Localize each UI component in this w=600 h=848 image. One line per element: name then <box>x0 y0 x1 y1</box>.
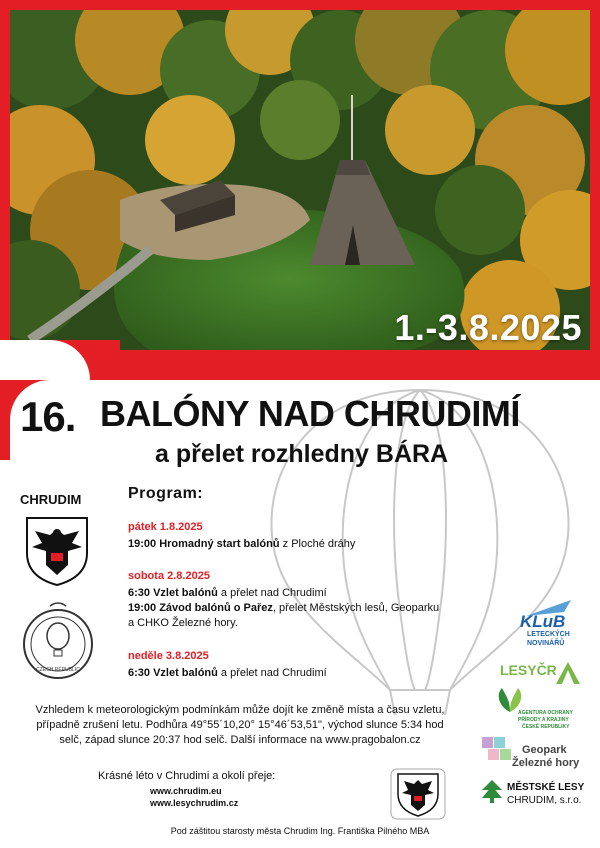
note-line-2: případně zrušení letu. Podhůra 49°55´10,20° 15°46´53,51", východ slunce 5:34 hod <box>36 719 444 731</box>
klub-line-1: LETECKÝCH <box>527 631 570 638</box>
day-2-item-1-bold: 6:30 Vzlet balónů <box>128 587 218 599</box>
day-2-item-3 <box>128 617 238 629</box>
day-2-item-2 <box>128 602 439 614</box>
aopk-line-1: AGENTURA OCHRANY <box>518 710 573 716</box>
aopk-line-3: ČESKÉ REPUBLIKY <box>522 724 570 730</box>
aerial-photo <box>10 10 590 350</box>
lesy-cr-logo: LESYČR <box>500 662 557 678</box>
edition-number: 16. <box>20 393 76 440</box>
patronage-line: Pod záštitou starosty města Chrudim Ing. Františka Pilného MBA <box>170 826 430 836</box>
day-3-item-1-bold: 6:30 Vzlet balónů <box>128 667 218 679</box>
day-2-item-1-rest: a přelet nad Chrudimí <box>217 587 327 599</box>
geopark-line-1: Geopark <box>522 744 567 756</box>
day-1-item-1 <box>128 538 355 550</box>
mestske-lesy-tree-icon <box>480 778 504 804</box>
day-2-label: sobota 2.8.2025 <box>128 570 210 582</box>
red-border-right <box>590 10 600 380</box>
red-band <box>60 350 600 380</box>
balloon-seal-logo <box>20 602 96 682</box>
day-3-item-1-rest: a přelet nad Chrudimí <box>217 667 327 679</box>
chrudim-emblem-small-icon <box>390 768 446 820</box>
day-1-item-1-bold: 19:00 Hromadný start balónů <box>128 538 280 550</box>
klub-logo: KLuB <box>520 612 566 631</box>
note-line-1: Vzhledem k meteorologickým podmínkám může dojít ke změně místa a času vzletu, <box>35 704 445 716</box>
day-2-item-2-rest: , přelet Městských lesů, Geoparku <box>272 602 440 614</box>
lesy-tree-icon <box>554 660 582 686</box>
red-border-left <box>0 10 10 350</box>
day-2-item-2-bold: 19:00 Závod balónů o Pařez <box>128 602 273 614</box>
weather-note <box>20 703 460 748</box>
greeting: Krásné léto v Chrudimi a okolí přeje: <box>98 770 276 782</box>
event-title: BALÓNY NAD CHRUDIMÍ <box>100 393 520 434</box>
day-2-item-3-rest: a CHKO Železné hory. <box>128 617 238 629</box>
link-lesy[interactable]: www.lesychrudim.cz <box>150 798 239 808</box>
geopark-line-2: Železné hory <box>512 757 580 769</box>
event-dates: 1.-3.8.2025 <box>394 307 582 348</box>
day-2-item-1 <box>128 587 327 599</box>
link-chrudim[interactable]: www.chrudim.eu <box>150 786 222 796</box>
mestske-lesy-line-1: MĚSTSKÉ LESY <box>507 782 585 793</box>
day-1-item-1-rest: z Ploché dráhy <box>279 538 356 550</box>
mestske-lesy-line-2: CHRUDIM, s.r.o. <box>507 795 582 806</box>
klub-line-2: NOVINÁŘŮ <box>527 640 565 647</box>
day-3-label: neděle 3.8.2025 <box>128 650 209 662</box>
chrudim-coat-of-arms-icon <box>24 515 90 587</box>
red-border-top <box>0 0 600 10</box>
aopk-line-2: PŘÍRODY A KRAJINY <box>518 717 569 723</box>
seal-bottom-text: CZECH REPUBLIC <box>36 667 80 673</box>
program-heading: Program: <box>128 485 204 502</box>
day-3-item-1 <box>128 667 327 679</box>
note-line-3: selč, západ slunce 20:37 hod selč. Další informace na www.pragobalon.cz <box>59 734 421 746</box>
day-1-label: pátek 1.8.2025 <box>128 521 203 533</box>
event-subtitle: a přelet rozhledny BÁRA <box>155 440 449 468</box>
city-label: CHRUDIM <box>20 492 82 507</box>
